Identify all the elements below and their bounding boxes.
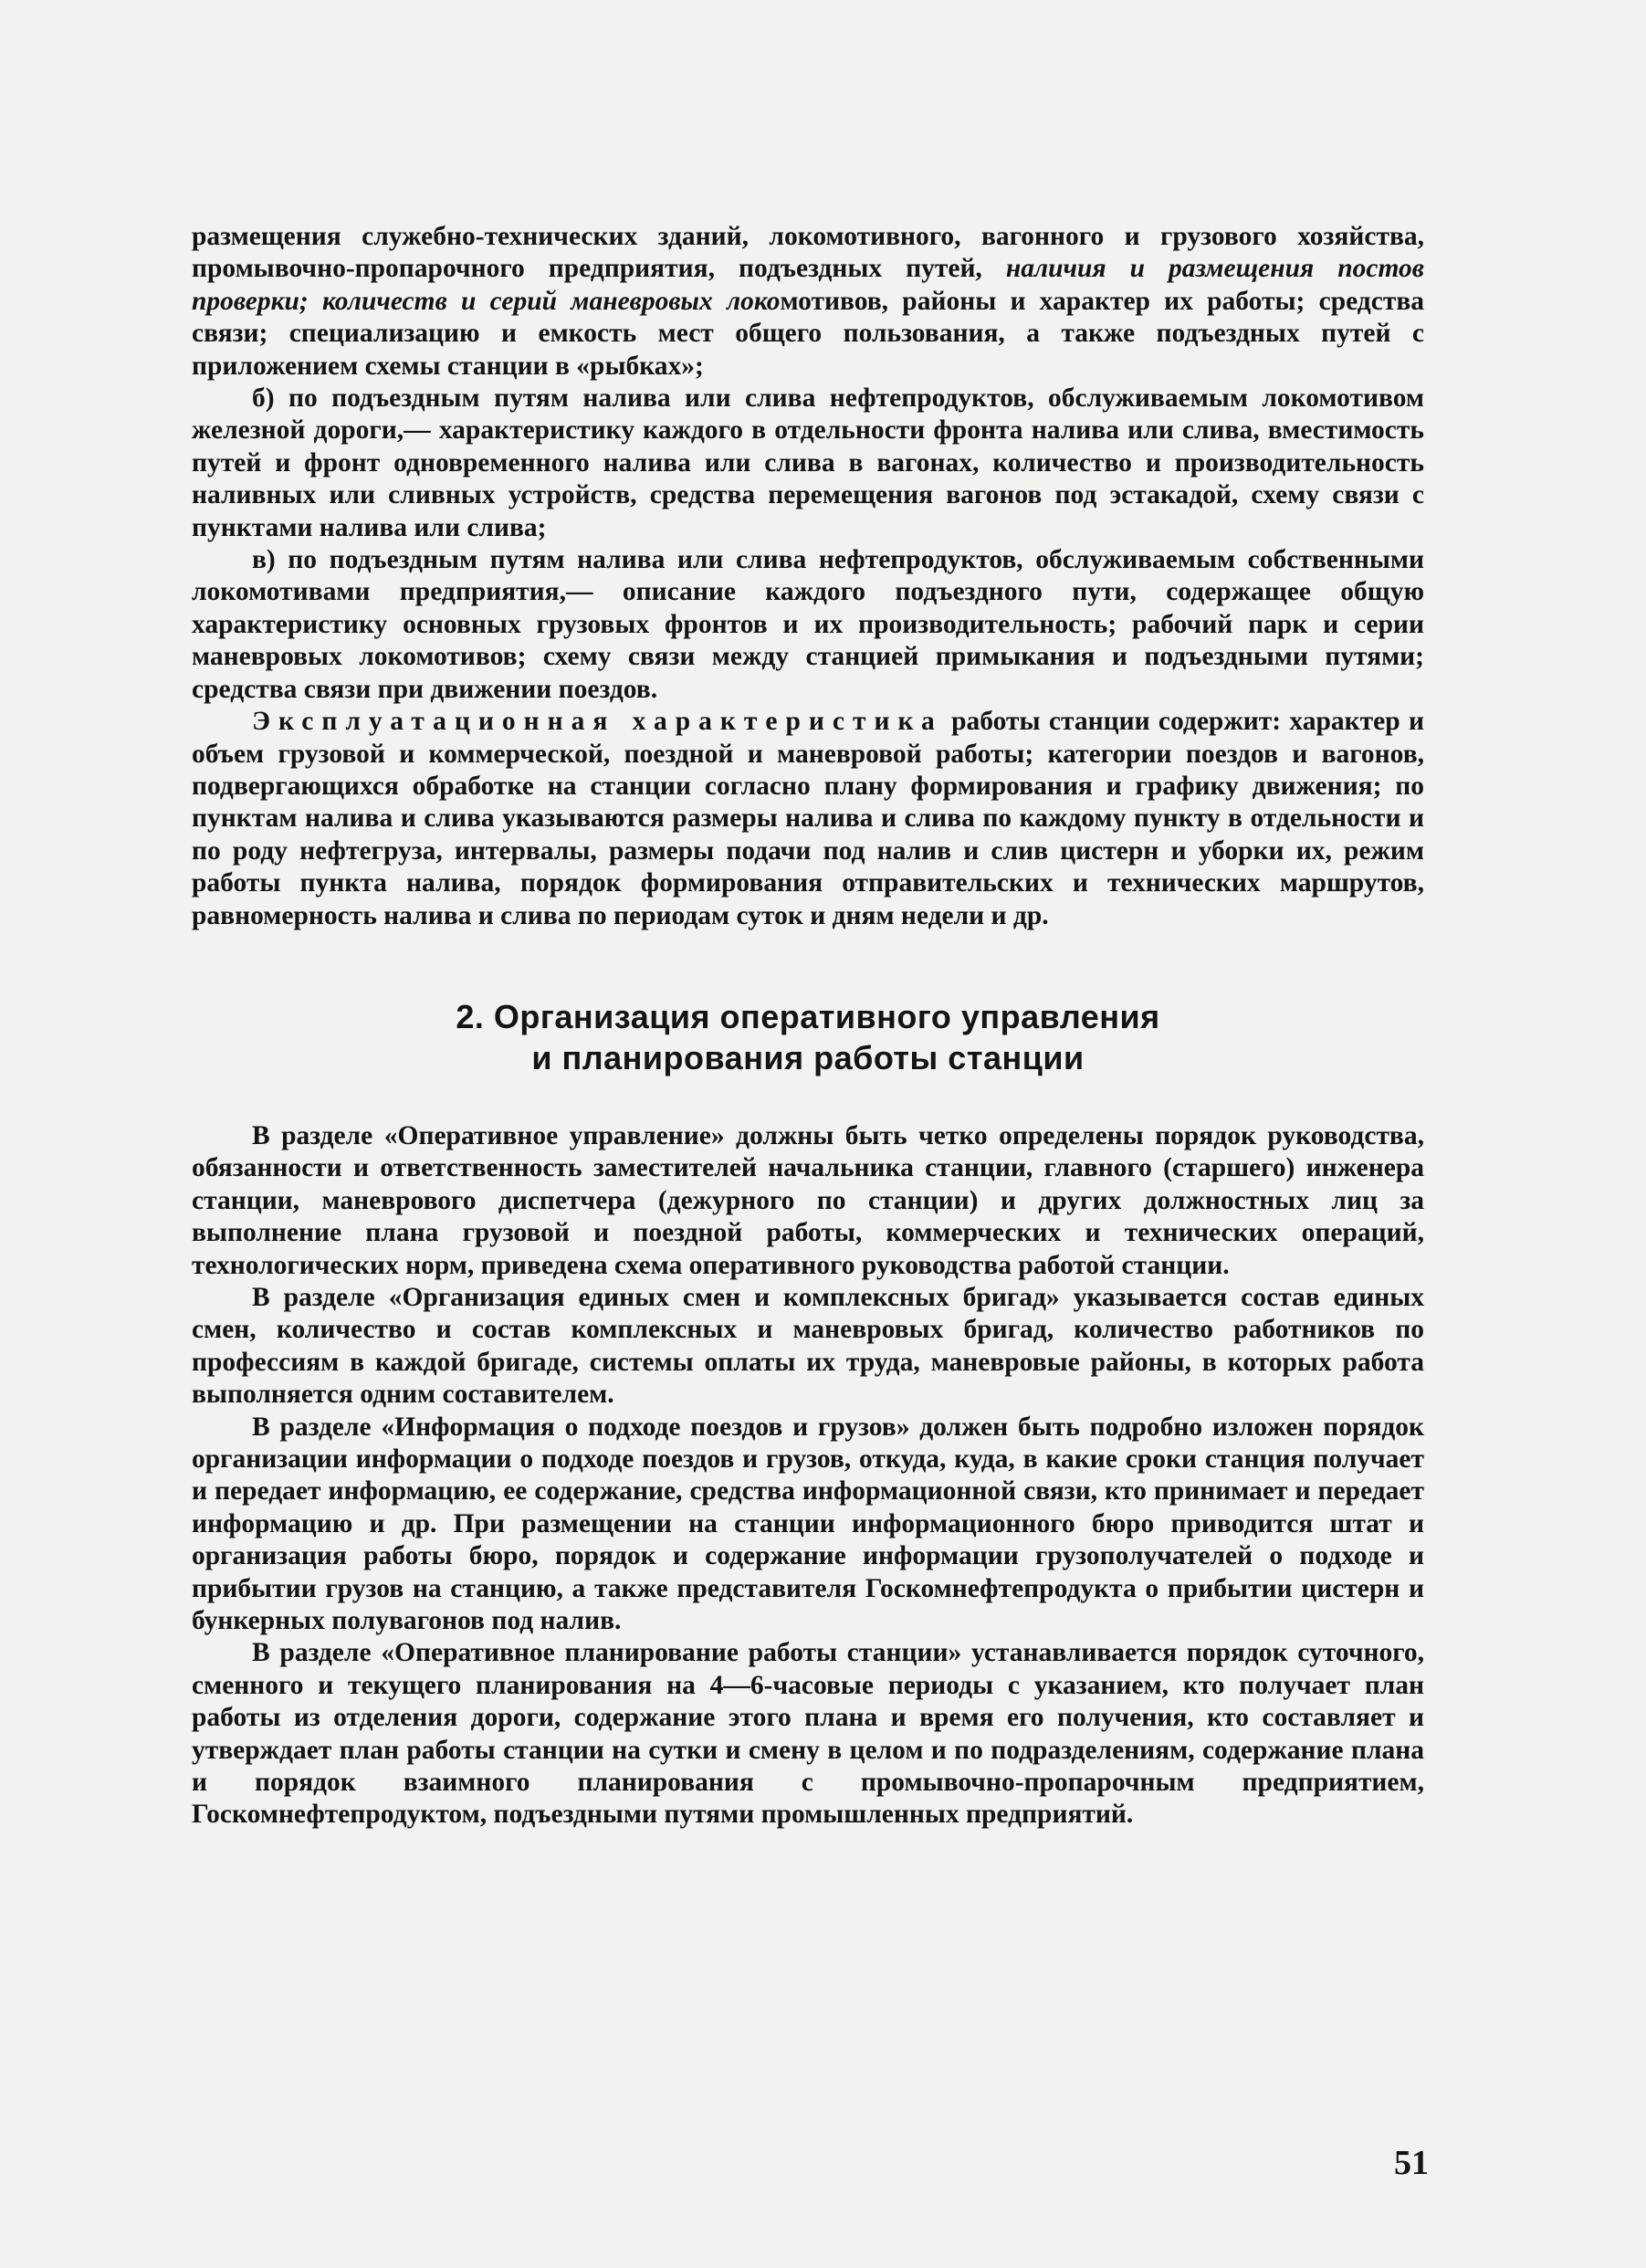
paragraph-item-b: б) по подъездным путям налива или слива нефтепродуктов, обслуживаемым локомотивом железной дороги,— характеристику каждого в отдельности фронта налива или слива, вместимость путей и фронт одновременного налива или слива в вагонах, количество и производительность наливных или сливных устройств, средства перемещения вагонов под эстакадой, схему связи с пунктами налива или слива; bbox=[192, 383, 1424, 542]
paragraph-text: мотивов, районы и характер их работы; средства связи; специализацию и емкость мест общего пользования, а также подъездных путей с приложением схемы станции в «рыбках»; bbox=[192, 286, 1424, 381]
paragraph-unified-shifts: В разделе «Организация единых смен и комплексных бригад» указывается состав единых смен, количество и состав комплексных и маневровых бригад, количество работников по профессиям в каждой бригаде, системы оплаты их труда, маневровые районы, в которых работа выполняется одним составителем. bbox=[192, 1282, 1424, 1410]
paragraph-operational-management: В разделе «Оперативное управление» должны быть четко определены порядок руководства, обязанности и ответственность заместителей начальника станции, главного (старшего) инженера станции, маневрового диспетчера (дежурного по станции) и других должностных лиц за выполнение плана грузовой и поездной работы, коммерческих и технических операций, технологических норм, приведена схема оперативного руководства работой станции. bbox=[192, 1120, 1424, 1280]
spaced-term: Эксплуатационная характеристика bbox=[252, 707, 943, 737]
page-number: 51 bbox=[1394, 2144, 1429, 2182]
section-heading-line-2: и планирования работы станции bbox=[531, 1038, 1085, 1076]
paragraph-item-v: в) по подъездным путям налива или слива нефтепродуктов, обслуживаемым собственными локомотивами предприятия,— описание каждого подъездного пути, содержащее общую характеристику основных грузовых фронтов и их производительность; рабочий парк и серии маневровых локомотивов; схему связи между станцией примыкания и подъездными путями; средства связи при движении поездов. bbox=[192, 545, 1424, 704]
paragraph-exploitation bbox=[192, 706, 1424, 932]
paragraph-text: размещения служебно-технических зданий, локомотивного, вагонного и грузового хозяйства, промывочно-пропарочного предприятия, подъездных путей, bbox=[192, 222, 1424, 284]
paragraph-operational-planning: В разделе «Оперативное планирование работы станции» устанавливается порядок суточного, сменного и текущего планирования на 4—6-часовые периоды с указанием, кто получает план работы из отделения дороги, содержание этого плана и время его получения, кто составляет и утверждает план работы станции на сутки и смену в целом и по подразделениям, содержание плана и порядок взаимного планирования с промывочно-пропарочным предприятием, Госкомнефтепродуктом, подъездными путями промышленных предприятий. bbox=[192, 1638, 1424, 1830]
paragraph-station-facilities bbox=[192, 221, 1424, 383]
section-heading bbox=[192, 996, 1424, 1078]
document-page bbox=[192, 221, 1424, 1832]
italic-text: наличия и размещения постов проверки; количеств и серий маневровых локо bbox=[192, 254, 1424, 316]
paragraph-information: В разделе «Информация о подходе поездов и грузов» должен быть подробно изложен порядок организации информации о подходе поездов и грузов, откуда, куда, в какие сроки станция получает и передает информацию, ее содержание, средства информационной связи, кто принимает и передает информацию и др. При размещении на станции информационного бюро приводится штат и организация работы бюро, порядок и содержание информации грузополучателей о подходе и прибытии грузов на станцию, а также представителя Госкомнефтепродукта о прибытии цистерн и бункерных полувагонов под налив. bbox=[192, 1412, 1424, 1636]
paragraph-text: работы станции содержит: характер и объем грузовой и коммерческой, поездной и маневровой работы; категории поездов и вагонов, подвергающихся обработке на станции согласно плану формирования и графику движения; по пунктам налива и слива указываются размеры налива и слива по каждому пункту в отдельности и по роду нефтегруза, интервалы, размеры подачи под налив и слив цистерн и уборки их, режим работы пункта налива, порядок формирования отправительских и технических маршрутов, равномерность налива и слива по периодам суток и дням недели и др. bbox=[192, 707, 1424, 930]
section-heading-line-1: 2. Организация оперативного управления bbox=[456, 997, 1160, 1035]
